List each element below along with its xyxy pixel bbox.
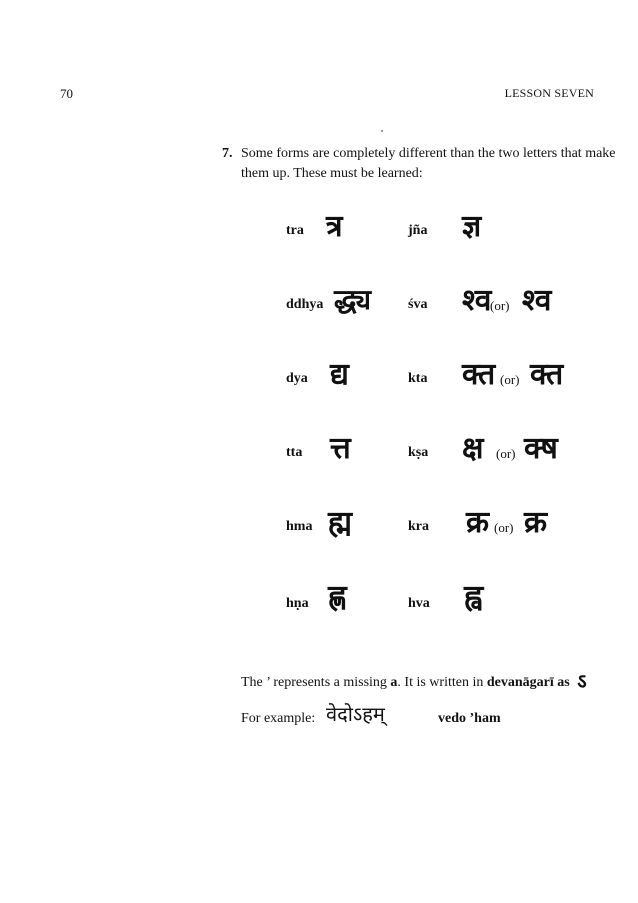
note-text: The ’ represents a missing: [241, 675, 391, 690]
conjunct-alternate: क्‍ष: [524, 431, 558, 466]
note-as: as: [553, 675, 574, 690]
conjunct-devanagari: द्ध्य: [334, 283, 372, 316]
conjunct-devanagari: श्व: [462, 283, 492, 318]
or-label: (or): [496, 446, 516, 461]
conjunct-roman: dya: [286, 371, 308, 386]
conjunct-row: [0, 210, 638, 266]
speck: [381, 130, 383, 132]
conjunct-roman: kta: [408, 371, 428, 386]
note-middle: . It is written in: [397, 675, 487, 690]
running-head: LESSON SEVEN: [504, 86, 594, 100]
or-label: (or): [490, 298, 510, 313]
conjunct-devanagari: ज्ञ: [462, 209, 482, 244]
conjunct-devanagari: क्र: [466, 505, 490, 540]
conjunct-roman: kṣa: [408, 445, 429, 460]
conjunct-devanagari: ह्म: [328, 505, 353, 540]
conjunct-roman: kra: [408, 519, 429, 534]
conjunct-roman: hma: [286, 519, 313, 534]
avagraha-note: [241, 667, 587, 694]
conjunct-roman: hṇa: [286, 596, 309, 611]
conjunct-roman: hva: [408, 596, 430, 611]
conjunct-devanagari: त्त: [330, 431, 351, 466]
conjunct-roman: śva: [408, 297, 428, 312]
conjunct-roman: ddhya: [286, 297, 324, 312]
conjunct-row: [0, 580, 638, 636]
conjunct-devanagari: ह्ण: [328, 579, 347, 614]
example-roman: vedo ’ham: [438, 711, 501, 726]
page-number: 70: [60, 86, 73, 101]
conjunct-alternate: क्‍त: [530, 357, 564, 392]
or-label: (or): [500, 372, 520, 387]
example-label: For example:: [241, 711, 316, 726]
conjunct-row: [0, 506, 638, 562]
conjunct-row: [0, 358, 638, 414]
or-label: (or): [494, 520, 514, 535]
conjunct-row: [0, 432, 638, 488]
intro-text: Some forms are completely different than the two letters that make them up. These must be learned:: [241, 146, 616, 181]
conjunct-roman: tra: [286, 223, 304, 238]
conjunct-roman: tta: [286, 445, 303, 460]
conjunct-devanagari: द्य: [330, 357, 349, 392]
note-script-name: devanāgarī: [486, 675, 554, 690]
conjunct-row: [0, 284, 638, 340]
conjunct-alternate: क्र: [524, 505, 548, 540]
conjunct-alternate: श्‍व: [522, 283, 552, 318]
conjunct-devanagari: ह्व: [464, 579, 483, 614]
avagraha-symbol: ऽ: [577, 669, 587, 693]
conjunct-devanagari: क्ष: [462, 431, 484, 466]
conjunct-roman: jña: [408, 223, 428, 238]
conjunct-devanagari: त्र: [326, 209, 343, 244]
example-devanagari: वेदोऽहम्: [326, 702, 385, 726]
note-missing-letter: a: [390, 675, 398, 690]
conjunct-devanagari: क्त: [462, 357, 496, 392]
item-number: 7.: [222, 146, 233, 161]
